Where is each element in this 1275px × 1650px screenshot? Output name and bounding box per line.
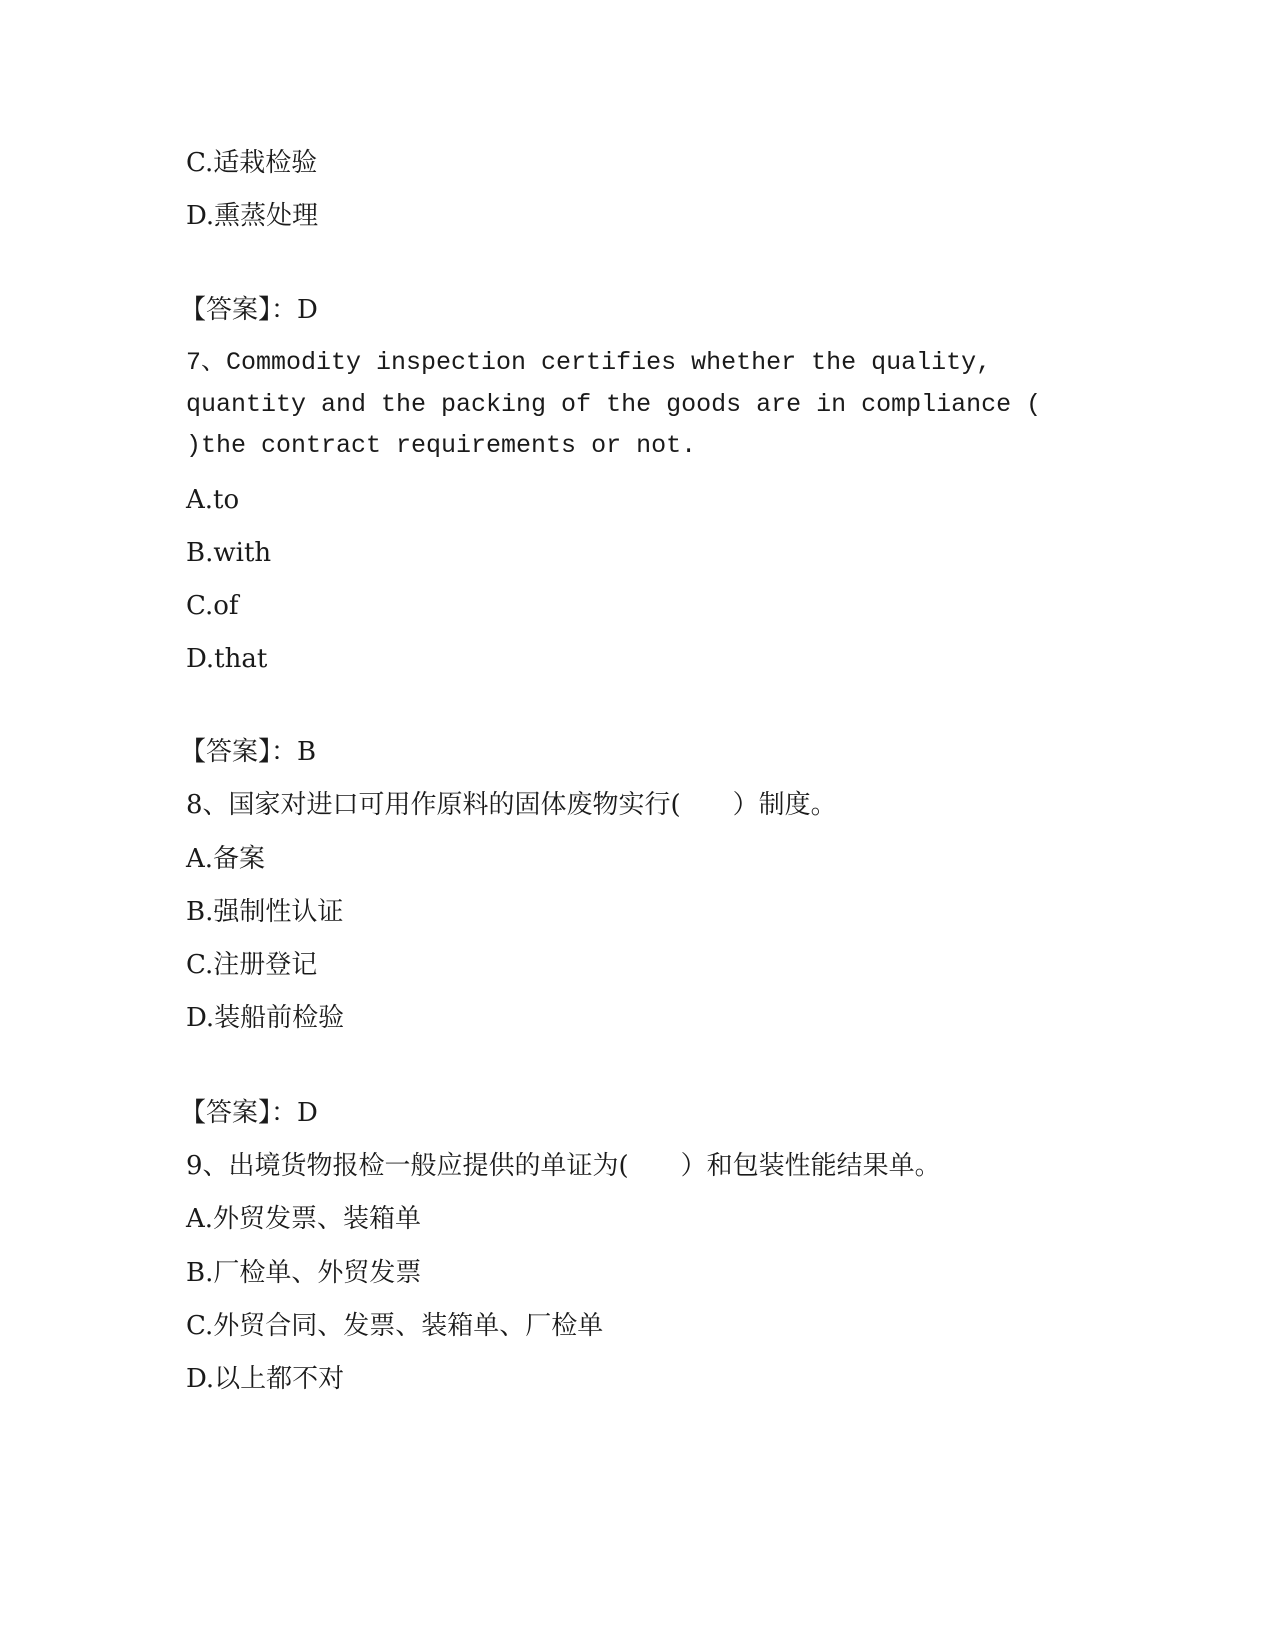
q7-stem-line-3: )the contract requirements or not. xyxy=(186,431,697,460)
q6-option-d: D.熏蒸处理 xyxy=(186,201,319,231)
q7-option-c: C.of xyxy=(186,591,239,621)
q8-answer: 【答案】：D xyxy=(180,1098,318,1128)
q7-stem-line-1: 7、Commodity inspection certifies whether the quality, xyxy=(186,348,992,377)
q8-option-c: C.注册登记 xyxy=(186,950,318,980)
q6-option-c: C.适栽检验 xyxy=(186,148,318,178)
q7-answer: 【答案】：B xyxy=(180,737,317,767)
q9-option-b: B.厂检单、外贸发票 xyxy=(186,1258,422,1288)
q7-option-d: D.that xyxy=(186,644,268,674)
q9-stem: 9、出境货物报检一般应提供的单证为( ）和包装性能结果单。 xyxy=(186,1151,941,1181)
q7-option-a: A.to xyxy=(186,485,240,515)
q9-option-d: D.以上都不对 xyxy=(186,1364,345,1394)
q8-stem: 8、国家对进口可用作原料的固体废物实行( ）制度。 xyxy=(186,790,837,820)
q9-option-a: A.外贸发票、装箱单 xyxy=(186,1204,422,1234)
q6-answer: 【答案】：D xyxy=(180,295,318,325)
q8-option-b: B.强制性认证 xyxy=(186,897,344,927)
q8-option-d: D.装船前检验 xyxy=(186,1003,345,1033)
q8-option-a: A.备案 xyxy=(186,844,266,874)
q7-option-b: B.with xyxy=(186,538,272,568)
q9-option-c: C.外贸合同、发票、装箱单、厂检单 xyxy=(186,1311,604,1341)
q7-stem-line-2: quantity and the packing of the goods are in compliance ( xyxy=(186,390,1042,419)
